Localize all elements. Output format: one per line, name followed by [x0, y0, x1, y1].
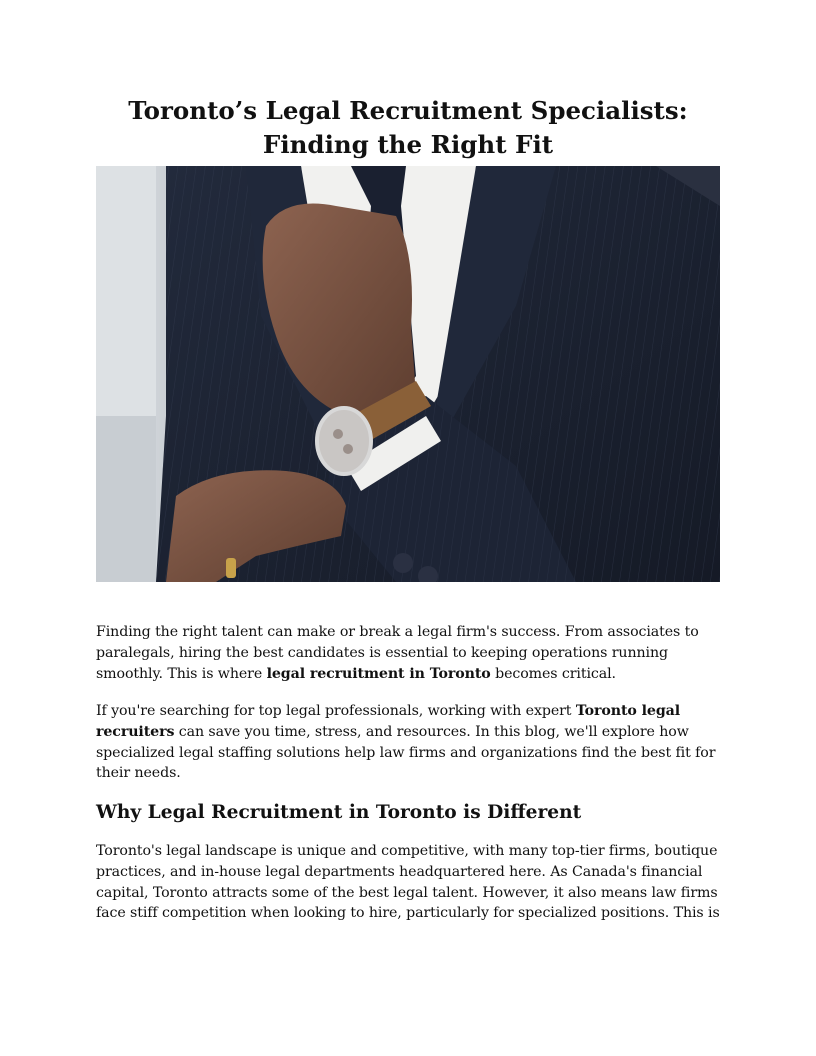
second-bold-keyword: Toronto legal recruiters [96, 703, 681, 740]
second-text-1: If you're searching for top legal professionals, working with expert [96, 703, 576, 719]
title-line-2: Finding the Right Fit [262, 130, 554, 159]
second-paragraph [96, 701, 720, 784]
title-line-1: Toronto’s Legal Recruitment Specialists: [128, 96, 688, 125]
hero-illustration [96, 166, 720, 582]
intro-text-1: Finding the right talent can make or break a legal firm's success. From associates to paralegals, hiring the best candidates is essential to keeping operations running smoothly. This is where [96, 624, 699, 682]
document-title [96, 94, 720, 162]
hero-image-man-adjusting-tie [96, 166, 720, 582]
second-text-2: can save you time, stress, and resources. In this blog, we'll explore how specialized legal staffing solutions help law firms and organizations find the best fit for their needs. [96, 723, 716, 782]
intro-bold-keyword: legal recruitment in Toronto [266, 665, 491, 682]
intro-paragraph [96, 622, 720, 684]
section-paragraph: Toronto's legal landscape is unique and competitive, with many top-tier firms, boutique practices, and in-house legal departments headquartered here. As Canada's financial capital, Toronto attracts some of the best legal talent. However, it also means law firms face stiff competition when looking to hire, particularly for specialized positions. This is [96, 843, 720, 922]
section-heading: Why Legal Recruitment in Toronto is Different [96, 802, 582, 823]
intro-text-2: becomes critical. [490, 665, 616, 682]
